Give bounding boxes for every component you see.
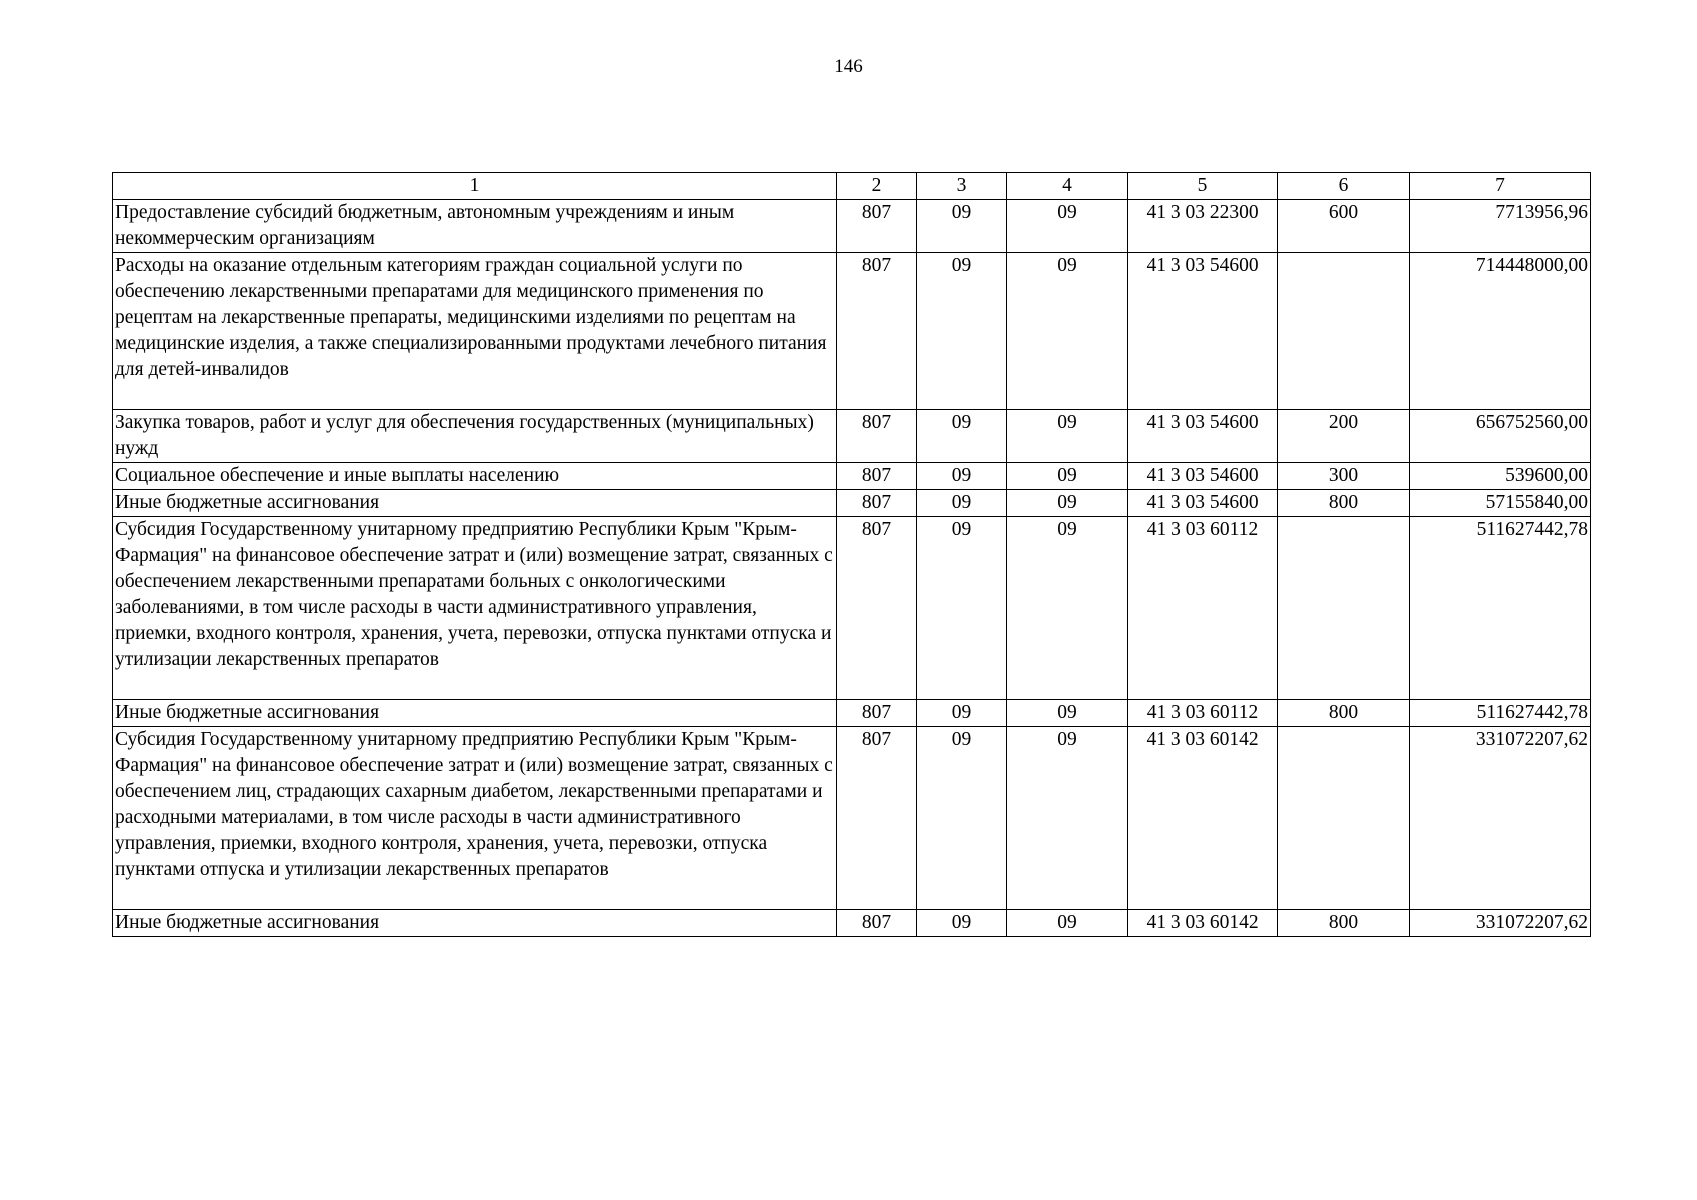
table-row <box>113 700 1591 727</box>
row-code-2: 807 <box>837 910 917 937</box>
row-description: Субсидия Государственному унитарному предприятию Республики Крым "Крым-Фармация" на финансовое обеспечение затрат и (или) возмещение затрат, связанных с обеспечением лиц, страдающих сахарным диабетом, лекарственными препаратами и расходными материалами, в том числе расходы в части административного управления, приемки, входного контроля, хранения, учета, перевозки, отпуска пунктами отпуска и утилизации лекарственных препаратов <box>113 727 837 910</box>
row-amount: 331072207,62 <box>1410 727 1591 910</box>
table-row <box>113 410 1591 463</box>
row-code-5: 41 3 03 60142 <box>1128 727 1278 910</box>
row-code-4: 09 <box>1007 700 1128 727</box>
row-code-5: 41 3 03 54600 <box>1128 253 1278 410</box>
table-row <box>113 253 1591 410</box>
header-cell: 4 <box>1007 173 1128 200</box>
row-code-3: 09 <box>917 517 1007 700</box>
row-code-6 <box>1278 517 1410 700</box>
row-amount: 539600,00 <box>1410 463 1591 490</box>
row-code-2: 807 <box>837 463 917 490</box>
row-code-5: 41 3 03 54600 <box>1128 463 1278 490</box>
row-description: Иные бюджетные ассигнования <box>113 490 837 517</box>
row-code-4: 09 <box>1007 463 1128 490</box>
row-description: Социальное обеспечение и иные выплаты населению <box>113 463 837 490</box>
row-code-6: 800 <box>1278 490 1410 517</box>
row-amount: 511627442,78 <box>1410 700 1591 727</box>
row-code-6: 600 <box>1278 200 1410 253</box>
row-code-2: 807 <box>837 410 917 463</box>
row-code-2: 807 <box>837 490 917 517</box>
row-code-6 <box>1278 253 1410 410</box>
row-amount: 7713956,96 <box>1410 200 1591 253</box>
table-row <box>113 910 1591 937</box>
row-code-6: 300 <box>1278 463 1410 490</box>
row-code-5: 41 3 03 60142 <box>1128 910 1278 937</box>
row-amount: 331072207,62 <box>1410 910 1591 937</box>
row-code-4: 09 <box>1007 490 1128 517</box>
row-code-2: 807 <box>837 517 917 700</box>
table-header-row <box>113 173 1591 200</box>
row-code-5: 41 3 03 54600 <box>1128 410 1278 463</box>
header-cell: 5 <box>1128 173 1278 200</box>
header-cell: 3 <box>917 173 1007 200</box>
row-code-4: 09 <box>1007 253 1128 410</box>
header-cell: 1 <box>113 173 837 200</box>
row-code-5: 41 3 03 22300 <box>1128 200 1278 253</box>
row-code-2: 807 <box>837 253 917 410</box>
table-row <box>113 727 1591 910</box>
row-code-3: 09 <box>917 700 1007 727</box>
row-code-4: 09 <box>1007 727 1128 910</box>
row-code-3: 09 <box>917 490 1007 517</box>
row-description: Закупка товаров, работ и услуг для обеспечения государственных (муниципальных) нужд <box>113 410 837 463</box>
row-code-4: 09 <box>1007 410 1128 463</box>
row-code-2: 807 <box>837 700 917 727</box>
row-code-3: 09 <box>917 463 1007 490</box>
row-code-5: 41 3 03 60112 <box>1128 517 1278 700</box>
row-code-4: 09 <box>1007 200 1128 253</box>
row-code-3: 09 <box>917 727 1007 910</box>
table-row <box>113 463 1591 490</box>
row-amount: 656752560,00 <box>1410 410 1591 463</box>
table-row <box>113 490 1591 517</box>
row-code-3: 09 <box>917 410 1007 463</box>
row-description: Расходы на оказание отдельным категориям граждан социальной услуги по обеспечению лекарственными препаратами для медицинского применения по рецептам на лекарственные препараты, медицинскими изделиями по рецептам на медицинские изделия, а также специализированными продуктами лечебного питания для детей-инвалидов <box>113 253 837 410</box>
row-code-3: 09 <box>917 253 1007 410</box>
row-code-2: 807 <box>837 200 917 253</box>
header-cell: 2 <box>837 173 917 200</box>
row-code-5: 41 3 03 54600 <box>1128 490 1278 517</box>
row-code-3: 09 <box>917 910 1007 937</box>
row-code-2: 807 <box>837 727 917 910</box>
row-description: Иные бюджетные ассигнования <box>113 910 837 937</box>
header-cell: 7 <box>1410 173 1591 200</box>
row-code-4: 09 <box>1007 517 1128 700</box>
row-description: Иные бюджетные ассигнования <box>113 700 837 727</box>
row-description: Субсидия Государственному унитарному предприятию Республики Крым "Крым-Фармация" на финансовое обеспечение затрат и (или) возмещение затрат, связанных с обеспечением лекарственными препаратами больных с онкологическими заболеваниями, в том числе расходы в части административного управления, приемки, входного контроля, хранения, учета, перевозки, отпуска пунктами отпуска и утилизации лекарственных препаратов <box>113 517 837 700</box>
row-description: Предоставление субсидий бюджетным, автономным учреждениям и иным некоммерческим организациям <box>113 200 837 253</box>
row-amount: 511627442,78 <box>1410 517 1591 700</box>
row-code-6: 200 <box>1278 410 1410 463</box>
header-cell: 6 <box>1278 173 1410 200</box>
row-amount: 57155840,00 <box>1410 490 1591 517</box>
row-code-4: 09 <box>1007 910 1128 937</box>
table-row <box>113 517 1591 700</box>
row-code-6: 800 <box>1278 910 1410 937</box>
row-amount: 714448000,00 <box>1410 253 1591 410</box>
budget-table <box>112 172 1591 937</box>
row-code-6: 800 <box>1278 700 1410 727</box>
row-code-3: 09 <box>917 200 1007 253</box>
row-code-6 <box>1278 727 1410 910</box>
row-code-5: 41 3 03 60112 <box>1128 700 1278 727</box>
page-number: 146 <box>834 56 863 77</box>
table-row <box>113 200 1591 253</box>
